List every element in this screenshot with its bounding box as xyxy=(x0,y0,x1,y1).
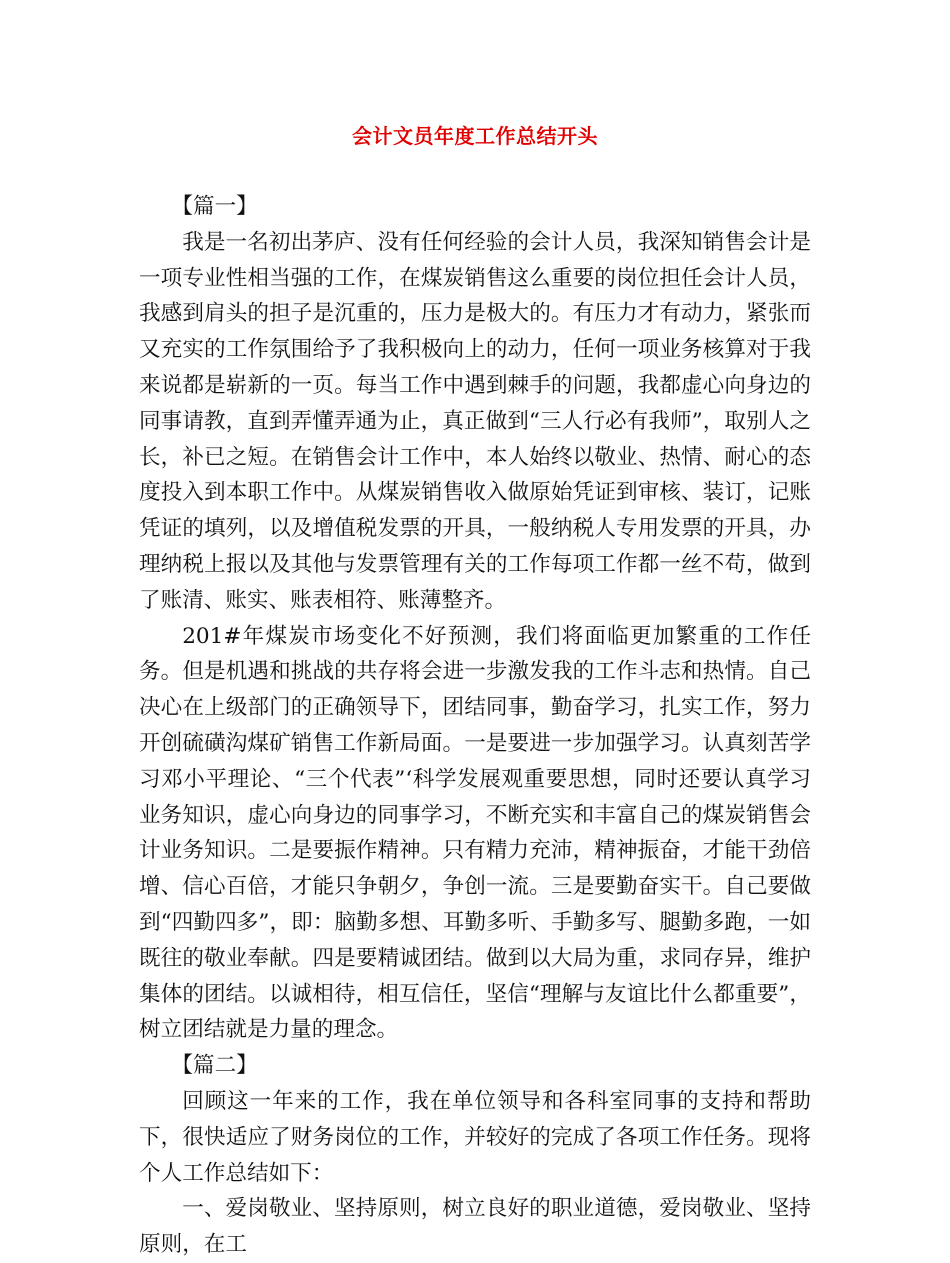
paragraph: 201#年煤炭市场变化不好预测，我们将面临更加繁重的工作任务。但是机遇和挑战的共存将会进一步激发我的工作斗志和热情。自己决心在上级部门的正确领导下，团结同事，勤奋学习，扎实工作，努力开创硫磺沟煤矿销售工作新局面。一是要进一步加强学习。认真刻苦学习邓小平理论、“三个代表”‘科学发展观重要思想，同时还要认真学习业务知识，虚心向身边的同事学习，不断充实和丰富自己的煤炭销售会计业务知识。二是要振作精神。只有精力充沛，精神振奋，才能干劲倍增、信心百倍，才能只争朝夕，争创一流。三是要勤奋实干。自己要做到“四勤四多”，即：脑勤多想、耳勤多听、手勤多写、腿勤多跑，一如既往的敬业奉献。四是要精诚团结。做到以大局为重，求同存异，维护集体的团结。以诚相待，相互信任，坚信“理解与友谊比什么都重要”，树立团结就是力量的理念。 xyxy=(139,623,811,1043)
document-body xyxy=(139,189,811,1263)
paragraph: 我是一名初出茅庐、没有任何经验的会计人员，我深知销售会计是一项专业性相当强的工作，在煤炭销售这么重要的岗位担任会计人员，我感到肩头的担子是沉重的，压力是极大的。有压力才有动力，紧张而又充实的工作氛围给予了我积极向上的动力，任何一项业务核算对于我来说都是崭新的一页。每当工作中遇到棘手的问题，我都虚心向身边的同事请教，直到弄懂弄通为止，真正做到“三人行必有我师”，取别人之长，补已之短。在销售会计工作中，本人始终以敬业、热情、耐心的态度投入到本职工作中。从煤炭销售收入做原始凭证到审核、装订，记账凭证的填列，以及增值税发票的开具，一般纳税人专用发票的开具，办理纳税上报以及其他与发票管理有关的工作每项工作都一丝不苟，做到了账清、账实、账表相符、账薄整齐。 xyxy=(139,229,811,613)
paragraph: 一、爱岗敬业、坚持原则，树立良好的职业道德，爱岗敬业、坚持原则，在工 xyxy=(139,1196,811,1258)
paragraph: 回顾这一年来的工作，我在单位领导和各科室同事的支持和帮助下，很快适应了财务岗位的工作，并较好的完成了各项工作任务。现将个人工作总结如下： xyxy=(139,1088,811,1186)
document-title: 会计文员年度工作总结开头 xyxy=(352,124,598,148)
section-heading-2: 【篇二】 xyxy=(171,1053,258,1079)
section-heading-1: 【篇一】 xyxy=(171,194,258,219)
